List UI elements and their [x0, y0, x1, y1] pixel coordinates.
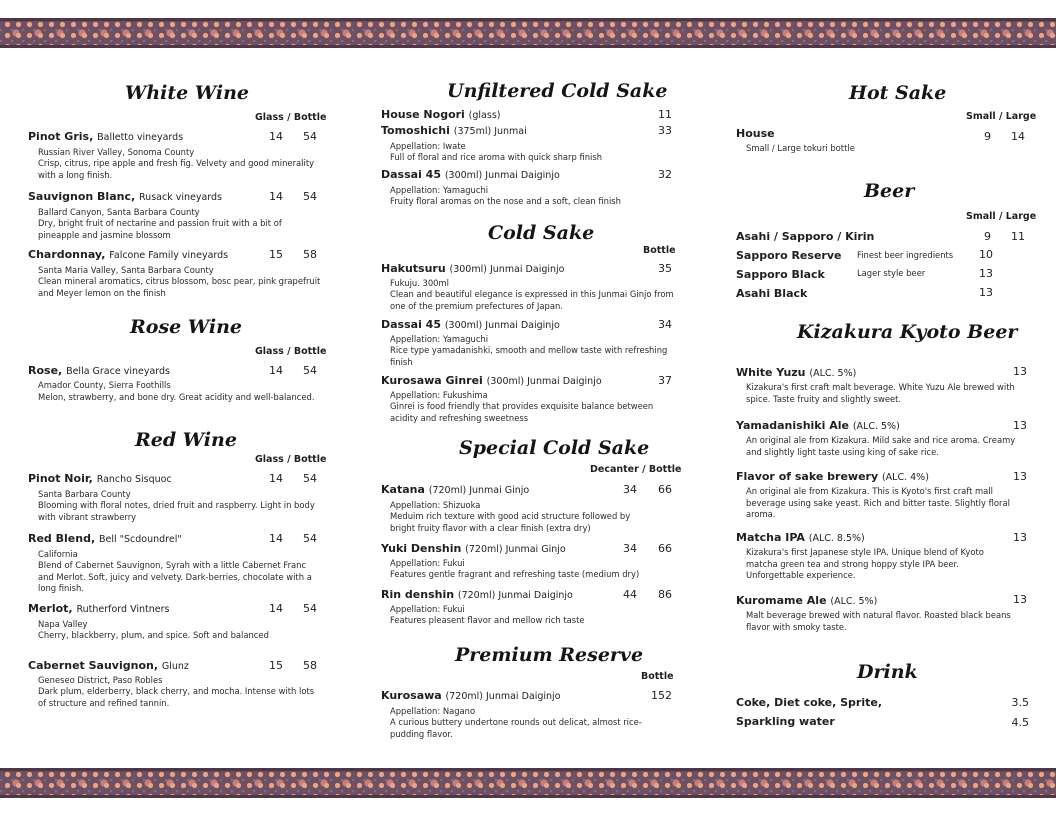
bottle-price: 54	[303, 532, 317, 545]
beer-item-name: Asahi / Sapporo / Kirin	[736, 230, 875, 243]
drink-title: Drink	[857, 661, 918, 683]
sake-price: 32	[658, 168, 672, 181]
small-price: 9	[984, 230, 991, 243]
cold-sake-price-header: Bottle	[643, 245, 676, 256]
drink-price: 4.5	[1011, 716, 1029, 729]
sake-notes: Features pleasent flavor and mellow rich taste	[390, 615, 585, 625]
sake-notes: Features gentle fragrant and refreshing taste (medium dry)	[390, 569, 640, 579]
sake-notes: Fruity floral aromas on the nose and a soft, clean finish	[390, 196, 621, 206]
red-wine-price-header: Glass / Bottle	[255, 454, 327, 465]
bottle-price: 58	[303, 248, 317, 261]
glass-price: 14	[269, 472, 283, 485]
sake-item-name: Katana (720ml) Junmai Ginjo	[381, 483, 530, 496]
red-wine-title: Red Wine	[135, 429, 237, 451]
sake-item-name: Hakutsuru (300ml) Junmai Daiginjo	[381, 262, 565, 275]
premium-reserve-title: Premium Reserve	[455, 644, 644, 666]
sake-notes: Clean and beautiful elegance is expressed in this Junmai Ginjo from one of the premium prefectures of Japan.	[390, 289, 674, 311]
white-wine-item-name: Chardonnay, Falcone Family vineyards	[28, 248, 229, 261]
decorative-top-border	[0, 18, 1056, 48]
sake-item-name: Kurosawa (720ml) Junmai Daiginjo	[381, 689, 561, 702]
beer-price: 13	[1013, 419, 1027, 432]
sake-price: 34	[658, 318, 672, 331]
sake-notes: A curious buttery undertone rounds out delicat, almost rice-pudding flavor.	[390, 717, 642, 739]
wine-origin: Amador County, Sierra Foothills	[38, 380, 171, 390]
kizakura-item-name: White Yuzu (ALC. 5%)	[736, 366, 857, 379]
decanter-price: 34	[623, 483, 637, 496]
beer-price: 13	[1013, 593, 1027, 606]
wine-notes: Blend of Cabernet Sauvignon, Syrah with a little Cabernet Franc and Merlot. Soft, juicy and velvety. Dark-berries, chocolate with a long finish.	[38, 560, 312, 594]
beer-title: Beer	[864, 180, 915, 202]
wine-origin: Ballard Canyon, Santa Barbara County	[38, 207, 200, 217]
sake-price: 152	[651, 689, 672, 702]
bottle-price: 54	[303, 602, 317, 615]
wine-notes: Dry, bright fruit of nectarine and passion fruit with a bit of pineapple and jasmine blossom	[38, 218, 282, 240]
bottle-price: 54	[303, 472, 317, 485]
sake-item-name: Kurosawa Ginrei (300ml) Junmai Daiginjo	[381, 374, 602, 387]
bottle-price: 54	[303, 130, 317, 143]
bottle-price: 66	[658, 542, 672, 555]
wine-notes: Crisp, citrus, ripe apple and fresh fig. Velvety and good minerality with a long finish.	[38, 158, 315, 180]
beer-notes: Kizakura's first craft malt beverage. White Yuzu Ale brewed with spice. Taste fruity and slightly sweet.	[746, 382, 1015, 404]
white-wine-title: White Wine	[125, 82, 249, 104]
sake-notes: Full of floral and rice aroma with quick sharp finish	[390, 152, 603, 162]
beer-price-header: Small / Large	[966, 211, 1037, 222]
beer-price: 13	[1013, 531, 1027, 544]
kizakura-item-name: Matcha IPA (ALC. 8.5%)	[736, 531, 865, 544]
wine-origin: Santa Barbara County	[38, 489, 131, 499]
sake-item-name: Tomoshichi (375ml) Junmai	[381, 124, 527, 137]
wine-origin: Santa Maria Valley, Santa Barbara County	[38, 265, 214, 275]
wine-notes: Blooming with floral notes, dried fruit and raspberry. Light in body with vibrant strawberry	[38, 500, 315, 522]
drink-item-name: Sparkling water	[736, 715, 835, 728]
wine-origin: Napa Valley	[38, 619, 88, 629]
sake-appellation: Appellation: Fukushima	[390, 390, 488, 400]
bottle-price: 86	[658, 588, 672, 601]
beer-price: 13	[979, 286, 993, 299]
beer-item-name: Asahi Black	[736, 287, 808, 300]
glass-price: 14	[269, 364, 283, 377]
sake-appellation: Appellation: Yamaguchi	[390, 185, 489, 195]
sake-price: 37	[658, 374, 672, 387]
sake-appellation: Appellation: Fukui	[390, 558, 465, 568]
red-wine-item-name: Merlot, Rutherford Vintners	[28, 602, 170, 615]
sake-price: 33	[658, 124, 672, 137]
glass-price: 14	[269, 532, 283, 545]
wine-origin: California	[38, 549, 78, 559]
wine-notes: Melon, strawberry, and bone dry. Great acidity and well-balanced.	[38, 392, 315, 402]
beer-item-name: Sapporo Reserve	[736, 249, 842, 262]
rose-wine-item-name: Rose, Bella Grace vineyards	[28, 364, 171, 377]
drink-price: 3.5	[1011, 696, 1029, 709]
wine-origin: Russian River Valley, Sonoma County	[38, 147, 195, 157]
bottle-price: 66	[658, 483, 672, 496]
sake-appellation: Appellation: Shizuoka	[390, 500, 481, 510]
hot-sake-price-header: Small / Large	[966, 111, 1037, 122]
kizakura-item-name: Yamadanishiki Ale (ALC. 5%)	[736, 419, 900, 432]
wine-notes: Cherry, blackberry, plum, and spice. Soft and balanced	[38, 630, 269, 640]
sake-item-name: Rin denshin (720ml) Junmai Daiginjo	[381, 588, 573, 601]
beer-notes: Kizakura's first Japanese style IPA. Unique blend of Kyoto matcha green tea and strong hoppy style IPA beer. Unforgettable experience.	[746, 547, 984, 581]
sake-appellation: Appellation: Iwate	[390, 141, 466, 151]
beer-price: 13	[979, 267, 993, 280]
bottle-price: 58	[303, 659, 317, 672]
sake-item-name: Dassai 45 (300ml) Junmai Daiginjo	[381, 168, 560, 181]
decanter-price: 34	[623, 542, 637, 555]
sake-price: 35	[658, 262, 672, 275]
hot-sake-item-name: House	[736, 127, 775, 140]
white-wine-price-header: Glass / Bottle	[255, 112, 327, 123]
glass-price: 14	[269, 130, 283, 143]
sake-appellation: Appellation: Nagano	[390, 706, 476, 716]
bottle-price: 54	[303, 190, 317, 203]
beer-price: 13	[1013, 470, 1027, 483]
sake-appellation: Appellation: Fukui	[390, 604, 465, 614]
wine-notes: Dark plum, elderberry, black cherry, and mocha. Intense with lots of structure and refined tannin.	[38, 686, 315, 708]
large-price: 11	[1011, 230, 1025, 243]
small-price: 9	[984, 130, 991, 143]
sake-appellation: Fukuju. 300ml	[390, 278, 449, 288]
beer-notes: An original ale from Kizakura. Mild sake and rice aroma. Creamy and slightly light taste using king of sake rice.	[746, 435, 1016, 457]
sake-item-name: House Nogori (glass)	[381, 108, 501, 121]
unfiltered-sake-title: Unfiltered Cold Sake	[447, 80, 668, 102]
large-price: 14	[1011, 130, 1025, 143]
beer-price: 10	[979, 248, 993, 261]
bottle-price: 54	[303, 364, 317, 377]
sake-appellation: Appellation: Yamaguchi	[390, 334, 489, 344]
red-wine-item-name: Cabernet Sauvignon, Glunz	[28, 659, 189, 672]
glass-price: 15	[269, 248, 283, 261]
special-sake-price-header: Decanter / Bottle	[590, 464, 682, 475]
white-wine-item-name: Sauvignon Blanc, Rusack vineyards	[28, 190, 222, 203]
beer-item-name: Sapporo Black	[736, 268, 825, 281]
beer-description: Lager style beer	[857, 268, 926, 278]
sake-notes: Ginrei is food friendly that provides exquisite balance between acidity and refreshing sweetness	[390, 401, 654, 423]
sake-item-name: Dassai 45 (300ml) Junmai Daiginjo	[381, 318, 560, 331]
wine-notes: Clean mineral aromatics, citrus blossom, bosc pear, pink grapefruit and Meyer lemon on the finish	[38, 276, 321, 298]
hot-sake-title: Hot Sake	[849, 82, 947, 104]
sake-notes: Meduim rich texture with good acid structure followed by bright fruity flavor with a clear finish (extra dry)	[390, 511, 631, 533]
kizakura-title: Kizakura Kyoto Beer	[797, 321, 1018, 343]
red-wine-item-name: Red Blend, Bell "Scdoundrel"	[28, 532, 182, 545]
beer-notes: An original ale from Kizakura. This is Kyoto's first craft mall beverage using sake yeast. Rich and bitter taste. Slightly floral aroma.	[746, 486, 1010, 520]
decanter-price: 44	[623, 588, 637, 601]
sake-price: 11	[658, 108, 672, 121]
red-wine-item-name: Pinot Noir, Rancho Sisquoc	[28, 472, 172, 485]
hot-sake-notes: Small / Large tokuri bottle	[746, 143, 855, 153]
wine-origin: Geneseo District, Paso Robles	[38, 675, 163, 685]
beer-description: Finest beer ingredients	[857, 250, 954, 260]
rose-wine-title: Rose Wine	[130, 316, 242, 338]
sake-item-name: Yuki Denshin (720ml) Junmai Ginjo	[381, 542, 566, 555]
drink-item-name: Coke, Diet coke, Sprite,	[736, 696, 883, 709]
premium-reserve-price-header: Bottle	[641, 671, 674, 682]
sake-notes: Rice type yamadanishki, smooth and mellow taste with refreshing finish	[390, 345, 668, 367]
rose-wine-price-header: Glass / Bottle	[255, 346, 327, 357]
kizakura-item-name: Flavor of sake brewery (ALC. 4%)	[736, 470, 929, 483]
beer-notes: Malt beverage brewed with natural flavor. Roasted black beans flavor with smoky taste.	[746, 610, 1011, 632]
decorative-bottom-border	[0, 768, 1056, 798]
beer-price: 13	[1013, 365, 1027, 378]
special-sake-title: Special Cold Sake	[459, 437, 650, 459]
cold-sake-title: Cold Sake	[488, 222, 595, 244]
white-wine-item-name: Pinot Gris, Balletto vineyards	[28, 130, 184, 143]
glass-price: 14	[269, 190, 283, 203]
glass-price: 14	[269, 602, 283, 615]
glass-price: 15	[269, 659, 283, 672]
kizakura-item-name: Kuromame Ale (ALC. 5%)	[736, 594, 878, 607]
